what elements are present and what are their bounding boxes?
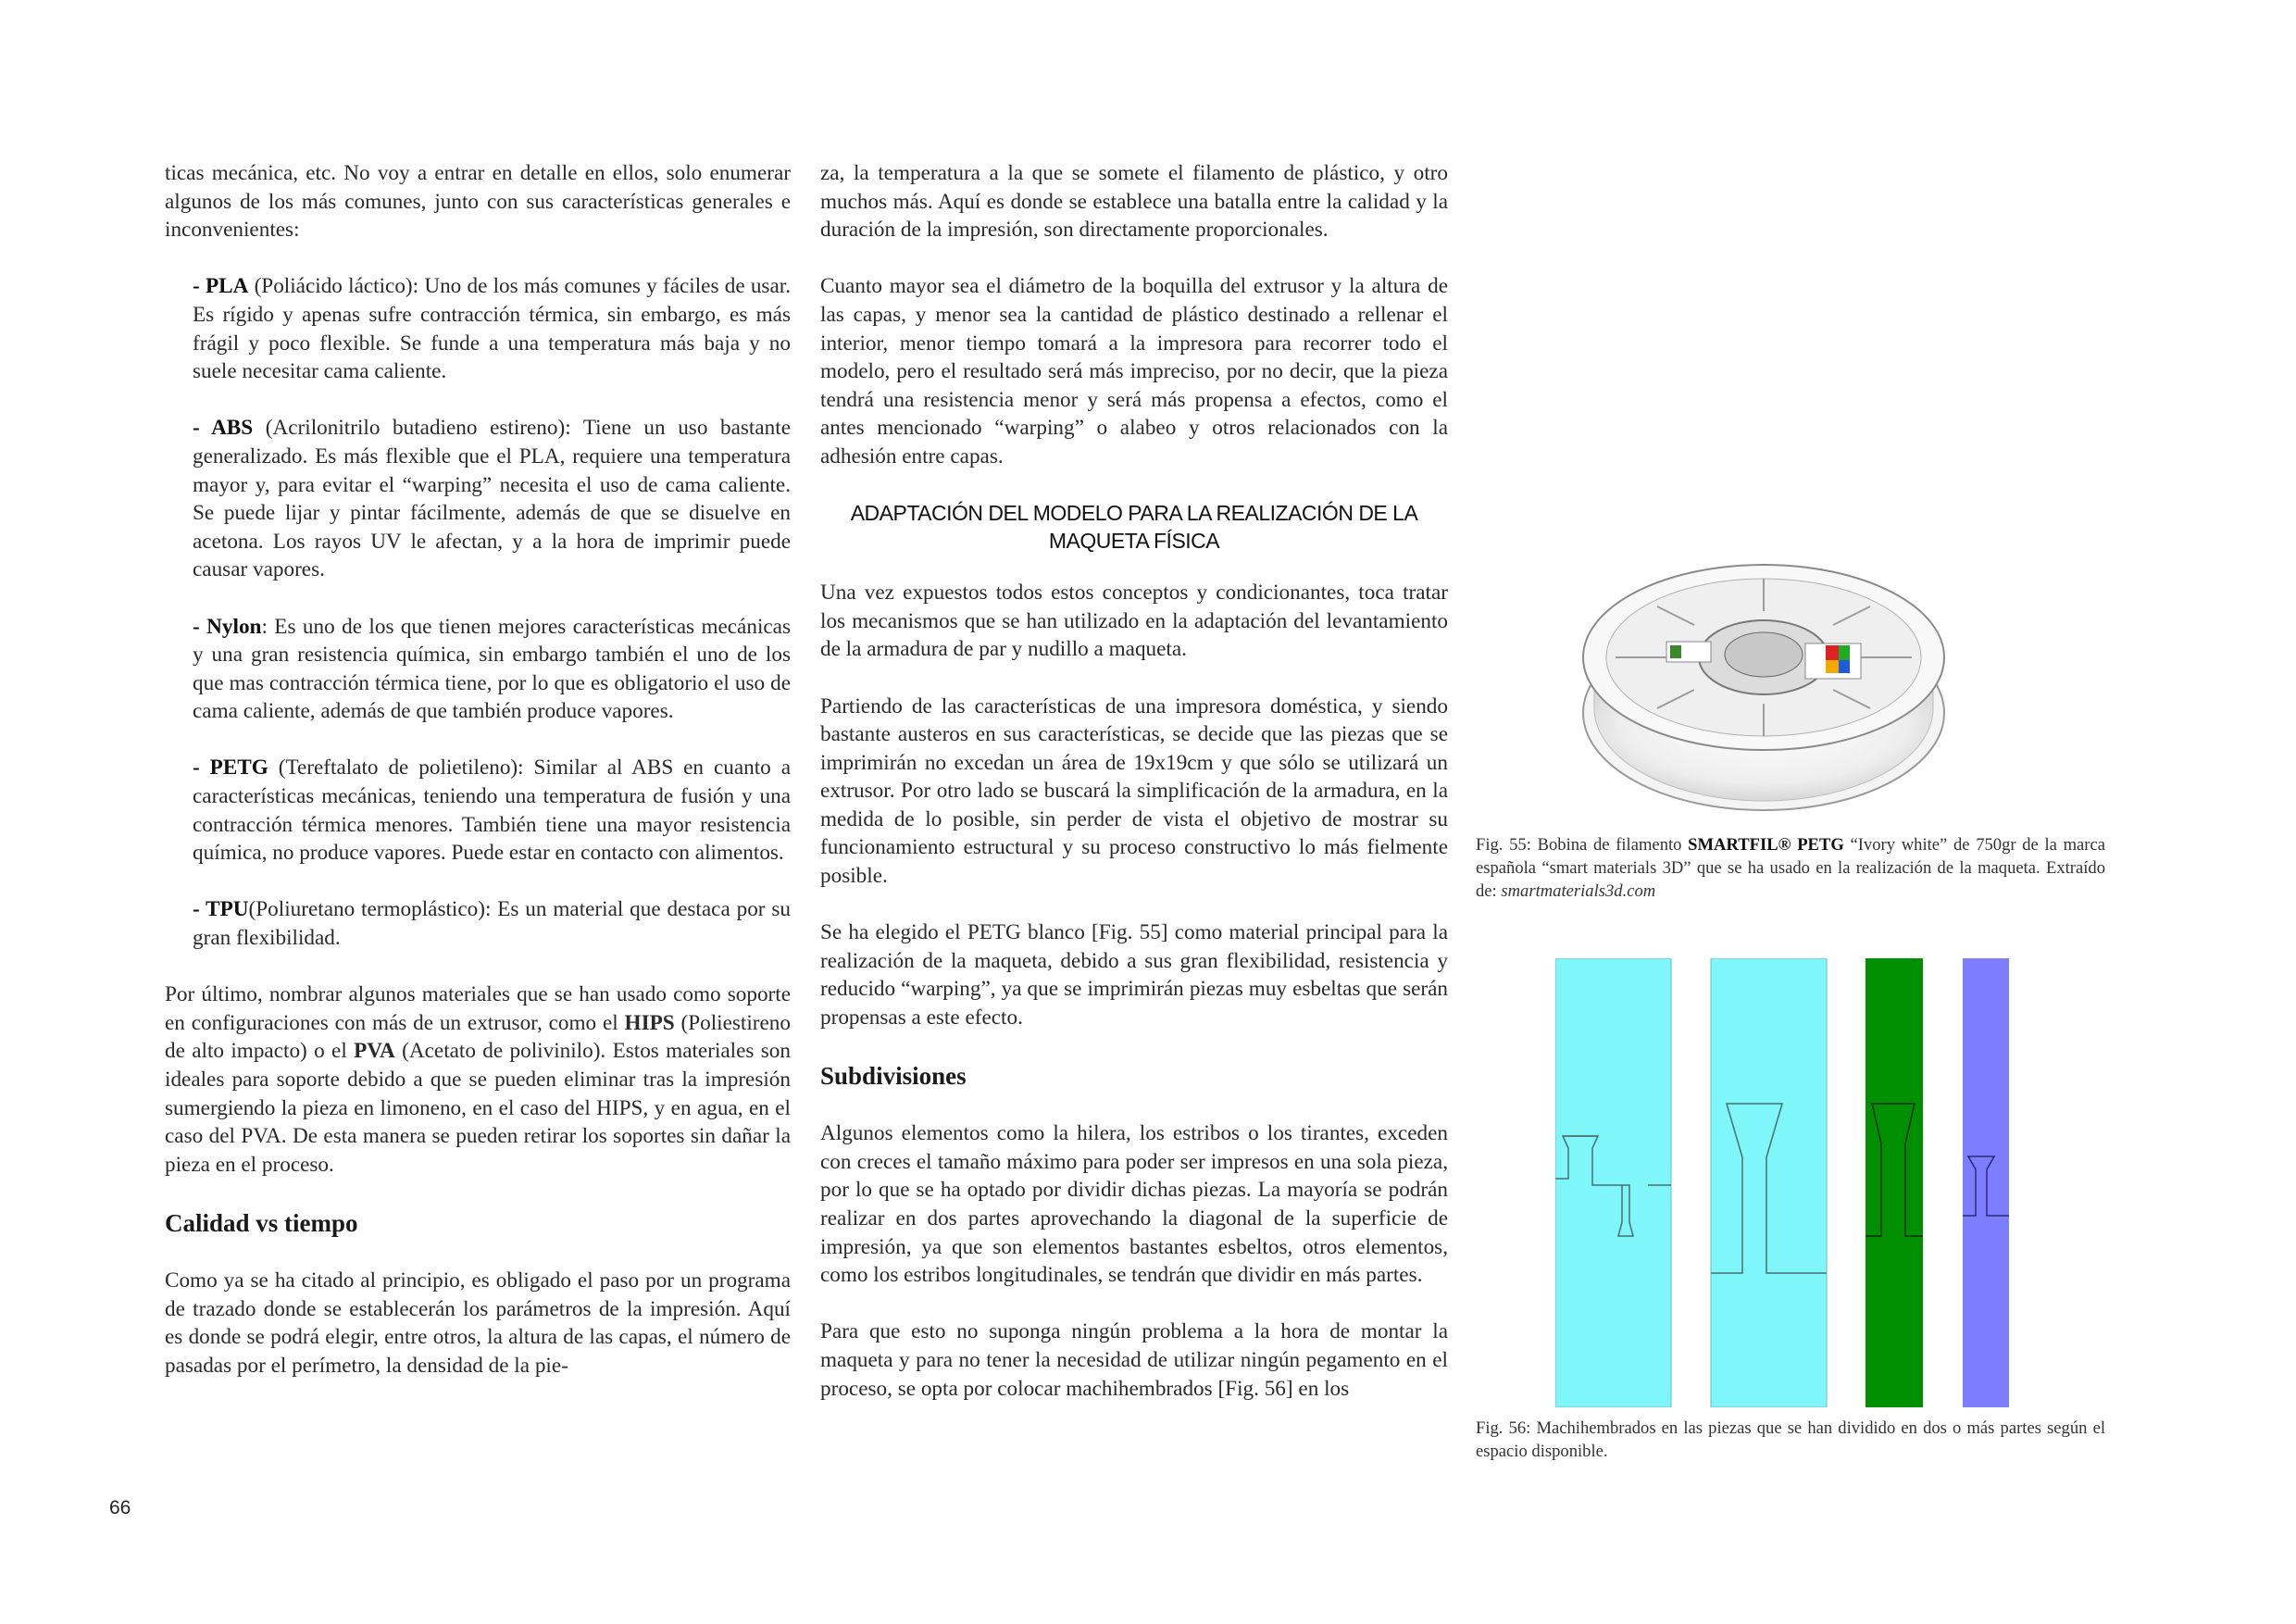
material-name: TPU [206, 897, 249, 922]
piece-2 [1711, 958, 1827, 1407]
heading-calidad-vs-tiempo: Calidad vs tiempo [165, 1208, 358, 1237]
support-materials-paragraph: Por último, nombrar algunos materiales que se han usado como soporte en configuraciones con más de un extrusor, como el HIPS (Poliestireno de alto impacto) o el PVA (Acetato de polivinilo). Estos materiales son ideales para soporte debido a que se pueden eliminar tras la impresión sumergiendo la pieza en limoneno, en el caso del HIPS, y en agua, en el caso del PVA. De esta manera se pueden retirar los soportes sin dañar la pieza en el proceso. [165, 982, 791, 1177]
piece-4 [1963, 958, 2009, 1407]
material-name: Nylon [206, 614, 262, 639]
material-name: PLA [205, 274, 249, 299]
paragraph: Una vez expuestos todos estos conceptos y condicionantes, toca tratar los mecanismos que se han utilizado en la adaptación del levantamiento de la armadura de par y nudillo a maqueta. [820, 581, 1448, 662]
final-paragraph: Como ya se ha citado al principio, es obligado el paso por un programa de trazado donde se establecerán los parámetros de la impresión. Aquí es donde se podrá elegir, entre otros, la altura de las capas, el número de pasadas por el perímetro, la densidad de la pie- [165, 1268, 791, 1378]
source-link: smartmaterials3d.com [1501, 881, 1656, 901]
paragraph: Algunos elementos como la hilera, los estribos o los tirantes, exceden con creces el tamaño máximo para poder ser impresos en una sola pieza, por lo que se ha optado por dividir dichas piezas. La mayoría se podrán realizar en dos partes aprovechando la diagonal de la superficie de impresión, ya que son elementos bastantes esbeltos, otros elementos, como los estribos longitudinales, se tendrán que dividir en más partes. [820, 1121, 1448, 1288]
figure-55-caption: Fig. 55: Bobina de filamento SMARTFIL® PETG “Ivory white” de 750gr de la marca española “smart materials 3D” que se ha usado en la realización de la maqueta. Extraído de: smartmaterials3d.com [1476, 835, 2105, 901]
paragraph: Para que esto no suponga ningún problema a la hora de montar la maqueta y para no tener la necesidad de utilizar ningún pegamento en el proceso, se opta por colocar machihembrados [Fig. 56] en los [820, 1319, 1448, 1401]
heading-subdivisiones: Subdivisiones [820, 1062, 967, 1091]
paragraph: Partiendo de las características de una impresora doméstica, y siendo bastante austeros en sus características, se decide que las piezas que se imprimirán no excedan un área de 19x19cm y que sólo se utilizará un extrusor. Por otro lado se buscará la simplificación de la armadura, en la medida de lo posible, sin perder de vista el objetivo de mostrar su funcionamiento estructural y su proceso constructivo lo más fielmente posible. [820, 693, 1448, 889]
machihembrado-diagram [1555, 958, 2037, 1407]
piece-1 [1555, 958, 1671, 1407]
material-item-pla: - PLA (Poliácido láctico): Uno de los más comunes y fáciles de usar. Es rígido y apenas sufre contracción térmica, sin embargo, es más frágil y poco flexible. Se funde a una temperatura más baja y no suele necesitar cama caliente. [193, 274, 791, 384]
paragraph: Cuanto mayor sea el diámetro de la boquilla del extrusor y la altura de las capas, y menor sea la cantidad de plástico destinado a rellenar el interior, menor tiempo tomará a la impresora para recorrer todo el modelo, pero el resultado será más impreciso, por no decir, que la pieza tendrá una resistencia menor y será más propensa a efectos, como el antes mencionado “warping” o alabeo y otros relacionados con la adhesión entre capas. [820, 274, 1448, 468]
figure-56-caption: Fig. 56: Machihembrados en las piezas que se han dividido en dos o más partes según el espacio disponible. [1476, 1418, 2105, 1461]
material-name: PETG [209, 756, 268, 781]
piece-3 [1866, 958, 1923, 1407]
section-title: ADAPTACIÓN DEL MODELO PARA LA REALIZACIÓN DE LA MAQUETA FÍSICA [850, 501, 1418, 554]
paragraph: za, la temperatura a la que se somete el filamento de plástico, y otro muchos más. Aquí es donde se establece una batalla entre la calidad y la duración de la impresión, son directamente proporcionales. [820, 161, 1448, 243]
material-item-nylon: - Nylon: Es uno de los que tienen mejores características mecánicas y una gran resistencia química, sin embargo también el uno de los que mas contracción térmica tiene, por lo que es obligatorio el uso de cama caliente, además de que también produce vapores. [193, 614, 791, 724]
material-name: ABS [211, 416, 254, 441]
text-column-left [165, 159, 791, 1408]
intro-paragraph: ticas mecánica, etc. No voy a entrar en detalle en ellos, solo enumerar algunos de los más comunes, junto con sus características generales e inconvenientes: [165, 161, 791, 243]
material-item-petg: - PETG (Tereftalato de polietileno): Similar al ABS en cuanto a características mecánicas, teniendo una temperatura de fusión y una contracción térmica menores. También tiene una mayor resistencia química, no produce vapores. Puede estar en contacto con alimentos. [193, 756, 791, 866]
page-number: 66 [109, 1497, 131, 1518]
material-item-tpu: - TPU(Poliuretano termoplástico): Es un material que destaca por su gran flexibilidad. [193, 897, 791, 951]
text-column-middle [820, 159, 1448, 1431]
paragraph: Se ha elegido el PETG blanco [Fig. 55] como material principal para la realización de la maqueta, debido a sus gran flexibilidad, resistencia y reducido “warping”, ya que se imprimirán piezas muy esbeltas que serán propensas a este efecto. [820, 920, 1448, 1031]
filament-spool-image [1574, 551, 1953, 829]
material-item-abs: - ABS (Acrilonitrilo butadieno estireno): Tiene un uso bastante generalizado. Es más flexible que el PLA, requiere una temperatura mayor y, para evitar el “warping” necesita el uso de cama caliente. Se puede lijar y pintar fácilmente, además de que se disuelve en acetona. Los rayos UV le afectan, y a la hora de imprimir puede causar vapores. [193, 416, 791, 582]
